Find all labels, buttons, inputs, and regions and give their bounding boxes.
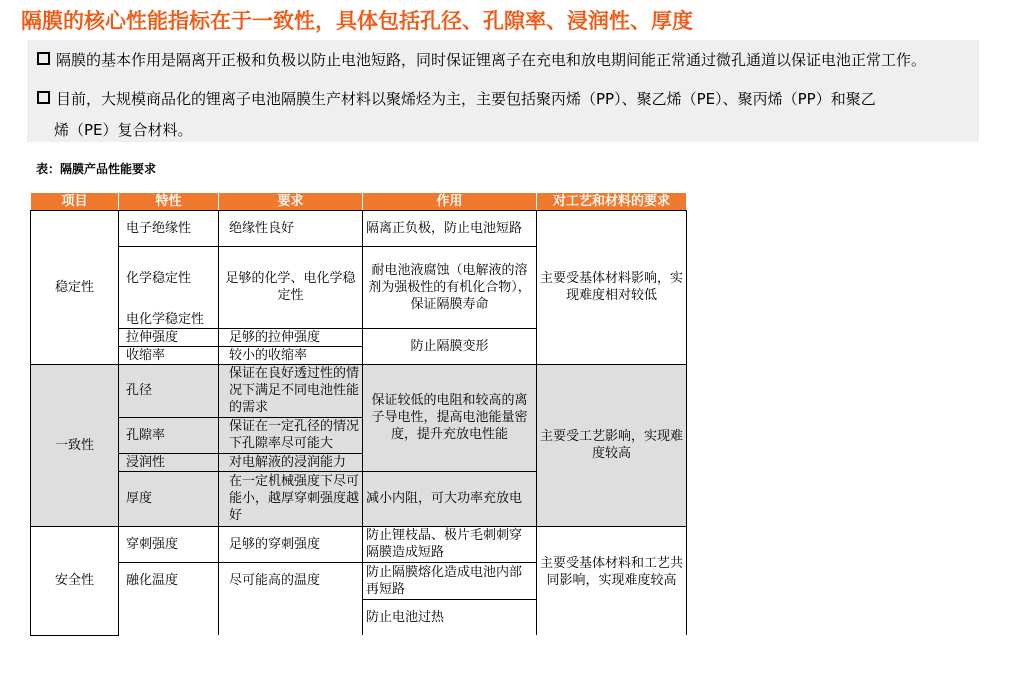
item-cell: 稳定性 [31,211,119,365]
requirement-cell: 足够的穿刺强度 [219,526,363,562]
header-cell: 项目 [31,193,119,211]
requirement-cell: 足够的化学、电化学稳定性 [219,247,363,329]
table-header-row [31,193,687,211]
item-cell: 一致性 [31,364,119,526]
item-cell: 安全性 [31,526,119,635]
requirement-cell: 足够的拉伸强度 [219,328,363,346]
header-cell: 对工艺和材料的要求 [537,193,687,211]
table-row [31,364,687,417]
requirement-cell: 保证在一定孔径的情况下孔隙率尽可能大 [219,417,363,453]
feature-cell: 化学稳定性 [119,247,219,311]
requirement-cell: 尽可能高的温度 [219,562,363,599]
effect-cell: 隔离正负极，防止电池短路 [363,211,537,247]
feature-cell: 孔径 [119,364,219,417]
bullet-text: 目前，大规模商品化的锂离子电池隔膜生产材料以聚烯烃为主，主要包括聚丙烯（PP）、聚乙烯（PE）、聚丙烯（PP）和聚乙 [56,90,876,108]
feature-cell: 收缩率 [119,346,219,364]
requirement-cell: 绝缘性良好 [219,211,363,247]
effect-cell: 保证较低的电阻和较高的离子导电性，提高电池能量密度，提升充放电性能 [363,364,537,471]
header-cell: 要求 [219,193,363,211]
process-cell: 主要受基体材料和工艺共同影响，实现难度较高 [537,526,687,635]
effect-cell: 减小内阻，可大功率充放电 [363,471,537,526]
checkbox-square-icon [37,52,50,65]
requirement-cell: 在一定机械强度下尽可能小，越厚穿刺强度越好 [219,471,363,526]
spec-table [30,192,687,636]
effect-cell: 防止隔膜熔化造成电池内部再短路 [363,562,537,599]
bullet-text: 隔膜的基本作用是隔离开正极和负极以防止电池短路，同时保证锂离子在充电和放电期间能正常通过微孔通道以保证电池正常工作。 [56,51,927,69]
process-cell: 主要受基体材料影响，实现难度相对较低 [537,211,687,365]
effect-cell: 防止隔膜变形 [363,328,537,364]
effect-cell: 耐电池液腐蚀（电解液的溶剂为强极性的有机化合物），保证隔膜寿命 [363,247,537,329]
feature-cell: 电化学稳定性 [119,311,219,329]
requirement-cell [219,599,363,635]
effect-cell: 防止锂枝晶、极片毛刺刺穿隔膜造成短路 [363,526,537,562]
feature-cell [119,599,219,635]
bullet-text-continuation: 烯（PE）复合材料。 [54,121,193,139]
table-row [31,526,687,562]
feature-cell: 电子绝缘性 [119,211,219,247]
effect-cell: 防止电池过热 [363,599,537,635]
process-cell: 主要受工艺影响，实现难度较高 [537,364,687,526]
table-caption: 表：隔膜产品性能要求 [36,162,157,176]
requirement-cell: 较小的收缩率 [219,346,363,364]
bullet-item [37,45,977,76]
bullet-item [37,84,967,146]
requirement-cell: 对电解液的浸润能力 [219,453,363,471]
header-cell: 作用 [363,193,537,211]
feature-cell: 孔隙率 [119,417,219,453]
header-cell: 特性 [119,193,219,211]
requirement-cell: 保证在良好透过性的情况下满足不同电池性能的需求 [219,364,363,417]
feature-cell: 拉伸强度 [119,328,219,346]
page-title: 隔膜的核心性能指标在于一致性，具体包括孔径、孔隙率、浸润性、厚度 [21,9,693,33]
feature-cell: 浸润性 [119,453,219,471]
feature-cell: 厚度 [119,471,219,526]
feature-cell: 穿刺强度 [119,526,219,562]
checkbox-square-icon [37,91,50,104]
table-row [31,211,687,247]
feature-cell: 融化温度 [119,562,219,599]
intro-panel [27,40,979,142]
